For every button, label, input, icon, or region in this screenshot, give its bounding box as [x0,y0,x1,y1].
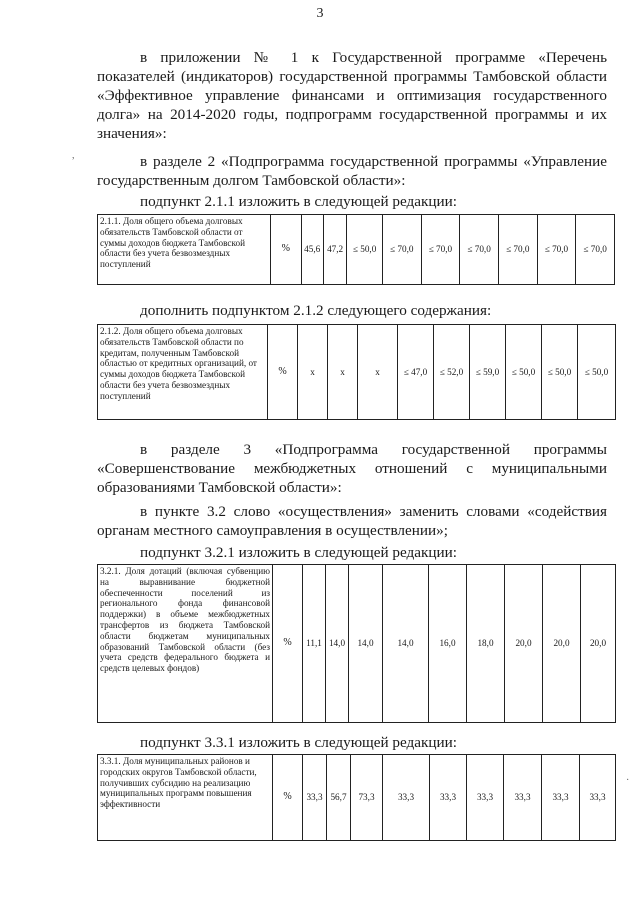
indicator-unit: % [273,755,303,841]
table-row [98,325,616,420]
text-line: в пункте 3.2 слово «осуществления» заменить словами «содействия [140,503,607,520]
indicator-value: 56,7 [327,755,351,841]
text-line: органам местного самоуправления в осуществлении»; [97,522,448,539]
paragraph-subitem-3-2-1: подпункт 3.2.1 изложить в следующей редакции: [140,544,457,561]
indicator-description: 3.3.1. Доля муниципальных районов и городских округов Тамбовской области, получивших субсидию на реализацию муниципальных программ повышения эффективности [98,755,273,841]
indicator-value: х [358,325,398,420]
indicator-value: ≤ 70,0 [460,215,499,285]
text-line: образованиями Тамбовской области»: [97,479,342,496]
table-row [98,565,616,723]
indicator-value: 16,0 [429,565,467,723]
text-line: государственным долгом Тамбовской области»: [97,172,406,189]
text-line: значения»: [97,125,167,142]
indicator-value: 33,3 [504,755,542,841]
indicator-value: ≤ 70,0 [382,215,421,285]
indicator-value: 20,0 [543,565,581,723]
page-number: 3 [316,6,324,21]
indicator-table-3-2-1 [97,564,616,723]
text-line: в приложении № 1 к Государственной программе «Перечень [140,49,607,66]
indicator-unit: % [268,325,298,420]
indicator-value: 45,6 [301,215,323,285]
indicator-value: ≤ 59,0 [470,325,506,420]
indicator-value: х [298,325,328,420]
indicator-table-2-1-1 [97,214,615,285]
indicator-table-3-3-1 [97,754,616,841]
paragraph-subitem-3-3-1: подпункт 3.3.1 изложить в следующей редакции: [140,734,457,751]
indicator-description: 2.1.2. Доля общего объема долговых обязательств Тамбовской области по кредитам, полученным Тамбовской областью от кредитных организаций, от суммы доходов бюджета Тамбовской области без учета безвозмездных поступлений [98,325,268,420]
indicator-value: 33,3 [430,755,467,841]
text-line: долга» на 2014-2020 годы, подпрограмм государственной программы и их [97,106,607,123]
indicator-table-2-1-2 [97,324,616,420]
indicator-value: ≤ 70,0 [537,215,576,285]
paragraph-subitem-2-1-1: подпункт 2.1.1 изложить в следующей редакции: [140,193,457,210]
text-line: «Совершенствование межбюджетных отношений с муниципальными [97,460,607,477]
indicator-value: ≤ 50,0 [542,325,578,420]
indicator-value: 47,2 [323,215,346,285]
text-line: «Эффективное управление финансами и оптимизация государственного [97,87,607,104]
indicator-unit: % [273,565,303,723]
indicator-description: 2.1.1. Доля общего объема долговых обязательств Тамбовской области от суммы доходов бюджета Тамбовской области без учета безвозмездных поступлений [98,215,271,285]
indicator-unit: % [271,215,302,285]
indicator-value: ≤ 70,0 [421,215,460,285]
indicator-value: 14,0 [349,565,383,723]
indicator-value: 73,3 [351,755,383,841]
indicator-value: 18,0 [467,565,505,723]
indicator-value: ≤ 70,0 [576,215,615,285]
paragraph-add-2-1-2: дополнить подпунктом 2.1.2 следующего содержания: [140,302,492,319]
indicator-value: ≤ 50,0 [578,325,616,420]
indicator-value: 20,0 [505,565,543,723]
indicator-value: 33,3 [467,755,504,841]
scan-mark: , [72,150,75,161]
indicator-description: 3.2.1. Доля дотаций (включая субвенцию на выравнивание бюджетной обеспеченности поселений из регионального фонда финансовой поддержки) в объеме межбюджетных трансфертов из бюджета Тамбовской области бюджетам муниципальных образований Тамбовской области (без учета средств федерального бюджета и средств целевых фондов) [98,565,273,723]
text-line: показателей (индикаторов) государственной программы Тамбовской области [97,68,607,85]
indicator-value: 33,3 [303,755,327,841]
indicator-value: 33,3 [580,755,616,841]
scan-mark: · [626,775,630,786]
indicator-value: х [328,325,358,420]
text-line: в разделе 2 «Подпрограмма государственной программы «Управление [140,153,607,170]
indicator-value: 20,0 [581,565,616,723]
table-row [98,755,616,841]
indicator-value: ≤ 50,0 [506,325,542,420]
indicator-value: ≤ 70,0 [498,215,537,285]
table-row [98,215,615,285]
indicator-value: ≤ 50,0 [347,215,383,285]
indicator-value: 33,3 [383,755,430,841]
indicator-value: 14,0 [383,565,429,723]
indicator-value: 33,3 [542,755,580,841]
indicator-value: ≤ 47,0 [398,325,434,420]
indicator-value: 14,0 [326,565,349,723]
text-line: в разделе 3 «Подпрограмма государственной программы [140,441,607,458]
indicator-value: 11,1 [303,565,326,723]
indicator-value: ≤ 52,0 [434,325,470,420]
